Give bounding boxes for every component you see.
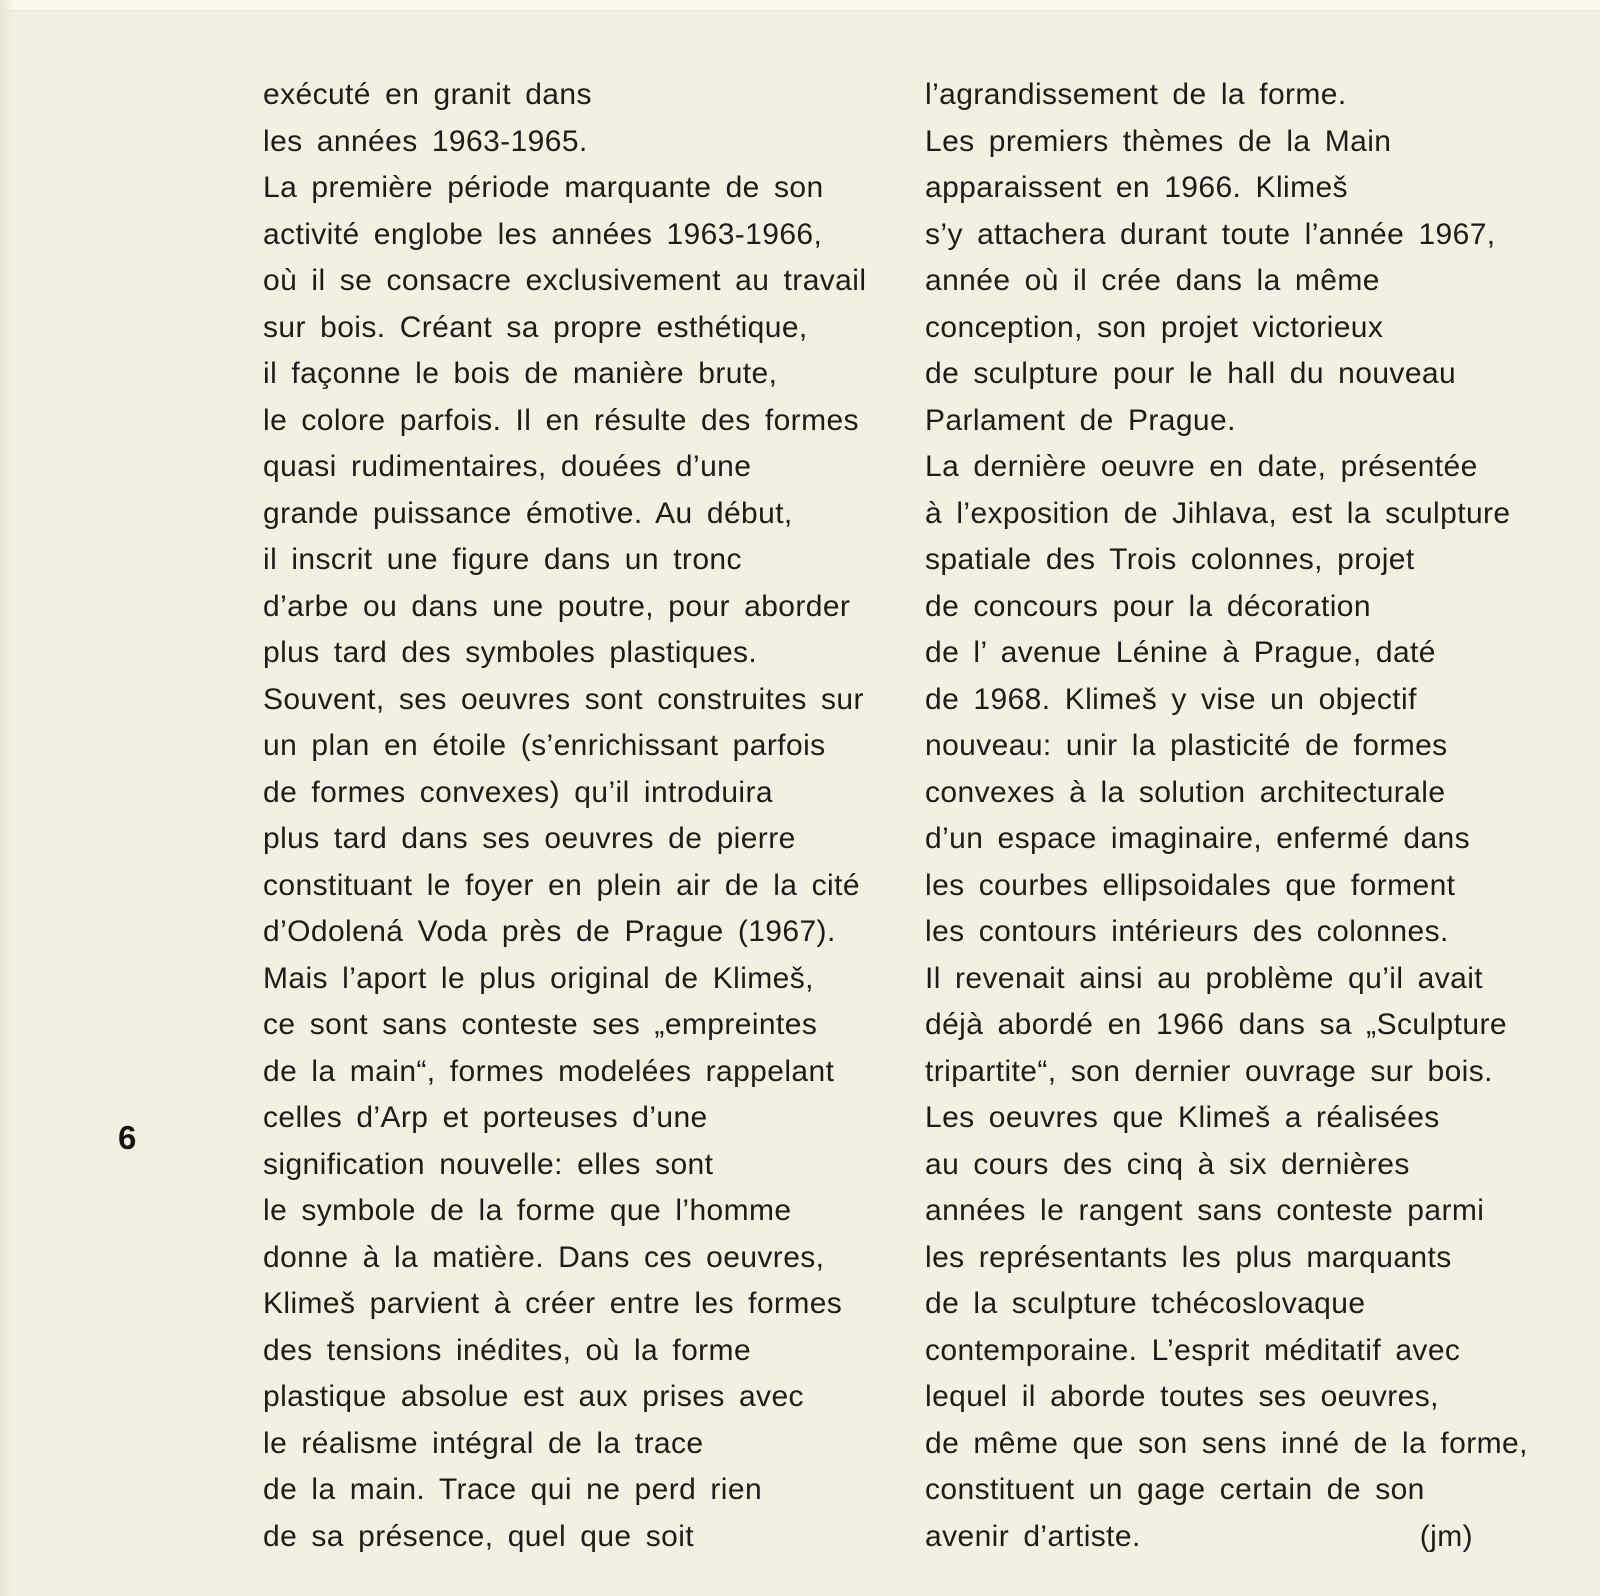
text-line: de sculpture pour le hall du nouveau	[925, 357, 1457, 390]
text-line: il inscrit une figure dans un tronc	[263, 543, 742, 576]
left-text-column	[263, 72, 888, 1560]
text-line: signification nouvelle: elles sont	[263, 1147, 714, 1181]
text-line: les courbes ellipsoidales que forment	[925, 868, 1456, 902]
text-line: Souvent, ses oeuvres sont construites sur	[263, 682, 864, 716]
text-line: les représentants les plus marquants	[925, 1240, 1452, 1274]
text-line: de 1968. Klimeš y vise un objectif	[925, 682, 1417, 716]
text-line: il façonne le bois de manière brute,	[263, 357, 778, 390]
text-line: d’arbe ou dans une poutre, pour aborder	[263, 589, 851, 623]
text-line: de l’ avenue Lénine à Prague, daté	[925, 636, 1436, 669]
text-line: années le rangent sans conteste parmi	[925, 1194, 1485, 1227]
text-line: La dernière oeuvre en date, présentée	[925, 450, 1478, 483]
text-line: de la sculpture tchécoslovaque	[925, 1287, 1366, 1320]
text-line: de la main. Trace qui ne perd rien	[263, 1473, 763, 1506]
text-line: plus tard des symboles plastiques.	[263, 636, 758, 669]
text-line: l’agrandissement de la forme.	[925, 78, 1347, 111]
text-line: tripartite“, son dernier ouvrage sur bois.	[925, 1054, 1493, 1088]
text-line: La première période marquante de son	[263, 171, 824, 204]
text-line: plastique absolue est aux prises avec	[263, 1380, 804, 1413]
text-line: de la main“, formes modelées rappelant	[263, 1054, 835, 1088]
text-line: un plan en étoile (s’enrichissant parfois	[263, 729, 826, 762]
text-line: sur bois. Créant sa propre esthétique,	[263, 310, 808, 344]
scan-edge-strip	[0, 0, 1600, 11]
text-line: les années 1963-1965.	[263, 124, 588, 158]
text-line: le réalisme intégral de la trace	[263, 1426, 704, 1460]
text-line: quasi rudimentaires, douées d’une	[263, 450, 752, 483]
text-line: de même que son sens inné de la forme,	[925, 1426, 1528, 1460]
text-line: apparaissent en 1966. Klimeš	[925, 171, 1348, 204]
author-initials: (jm)	[1419, 1519, 1473, 1553]
text-line: conception, son projet victorieux	[925, 310, 1384, 344]
text-line: spatiale des Trois colonnes, projet	[925, 543, 1415, 576]
page-number: 6	[118, 1119, 137, 1156]
text-line: Les premiers thèmes de la Main	[925, 124, 1392, 158]
text-line: donne à la matière. Dans ces oeuvres,	[263, 1240, 825, 1274]
text-line: plus tard dans ses oeuvres de pierre	[263, 822, 796, 855]
text-line: année où il crée dans la même	[925, 264, 1380, 297]
text-line: grande puissance émotive. Au début,	[263, 496, 793, 530]
text-line-last	[925, 1514, 1473, 1561]
text-line: exécuté en granit dans	[263, 78, 592, 111]
text-line: Klimeš parvient à créer entre les formes	[263, 1287, 843, 1320]
text-line: déjà abordé en 1966 dans sa „Sculpture	[925, 1008, 1507, 1041]
text-line: le symbole de la forme que l’homme	[263, 1194, 792, 1227]
text-line: à l’exposition de Jihlava, est la sculpture	[925, 496, 1511, 530]
text-line: de sa présence, quel que soit	[263, 1519, 695, 1553]
text-line: d’Odolená Voda près de Prague (1967).	[263, 915, 836, 948]
text-line: des tensions inédites, où la forme	[263, 1333, 752, 1367]
text-line: d’un espace imaginaire, enfermé dans	[925, 822, 1471, 855]
text-line: lequel il aborde toutes ses oeuvres,	[925, 1380, 1439, 1413]
text-line: le colore parfois. Il en résulte des formes	[263, 403, 859, 437]
text-line: convexes à la solution architecturale	[925, 775, 1446, 809]
scan-edge-shade	[0, 0, 14, 1596]
text-line: au cours des cinq à six dernières	[925, 1147, 1410, 1181]
text-line: ce sont sans conteste ses „empreintes	[263, 1008, 818, 1041]
text-line: constituent un gage certain de son	[925, 1473, 1425, 1506]
text-line: contemporaine. L’esprit méditatif avec	[925, 1333, 1461, 1367]
text-line: Les oeuvres que Klimeš a réalisées	[925, 1101, 1440, 1134]
text-line: de formes convexes) qu’il introduira	[263, 775, 773, 809]
text-line: où il se consacre exclusivement au travail	[263, 264, 867, 297]
text-line: Il revenait ainsi au problème qu’il avait	[925, 961, 1484, 995]
text-line: Mais l’aport le plus original de Klimeš,	[263, 961, 814, 995]
text-line: activité englobe les années 1963-1966,	[263, 217, 823, 251]
text-line: les contours intérieurs des colonnes.	[925, 915, 1449, 948]
text-line: nouveau: unir la plasticité de formes	[925, 729, 1448, 762]
text-line: celles d’Arp et porteuses d’une	[263, 1101, 708, 1134]
closing-text: avenir d’artiste.	[925, 1519, 1141, 1553]
right-text-column	[925, 72, 1528, 1560]
text-line: de concours pour la décoration	[925, 589, 1371, 623]
text-line: constituant le foyer en plein air de la cité	[263, 868, 860, 902]
text-line: Parlament de Prague.	[925, 403, 1236, 437]
text-line: s’y attachera durant toute l’année 1967,	[925, 217, 1496, 251]
